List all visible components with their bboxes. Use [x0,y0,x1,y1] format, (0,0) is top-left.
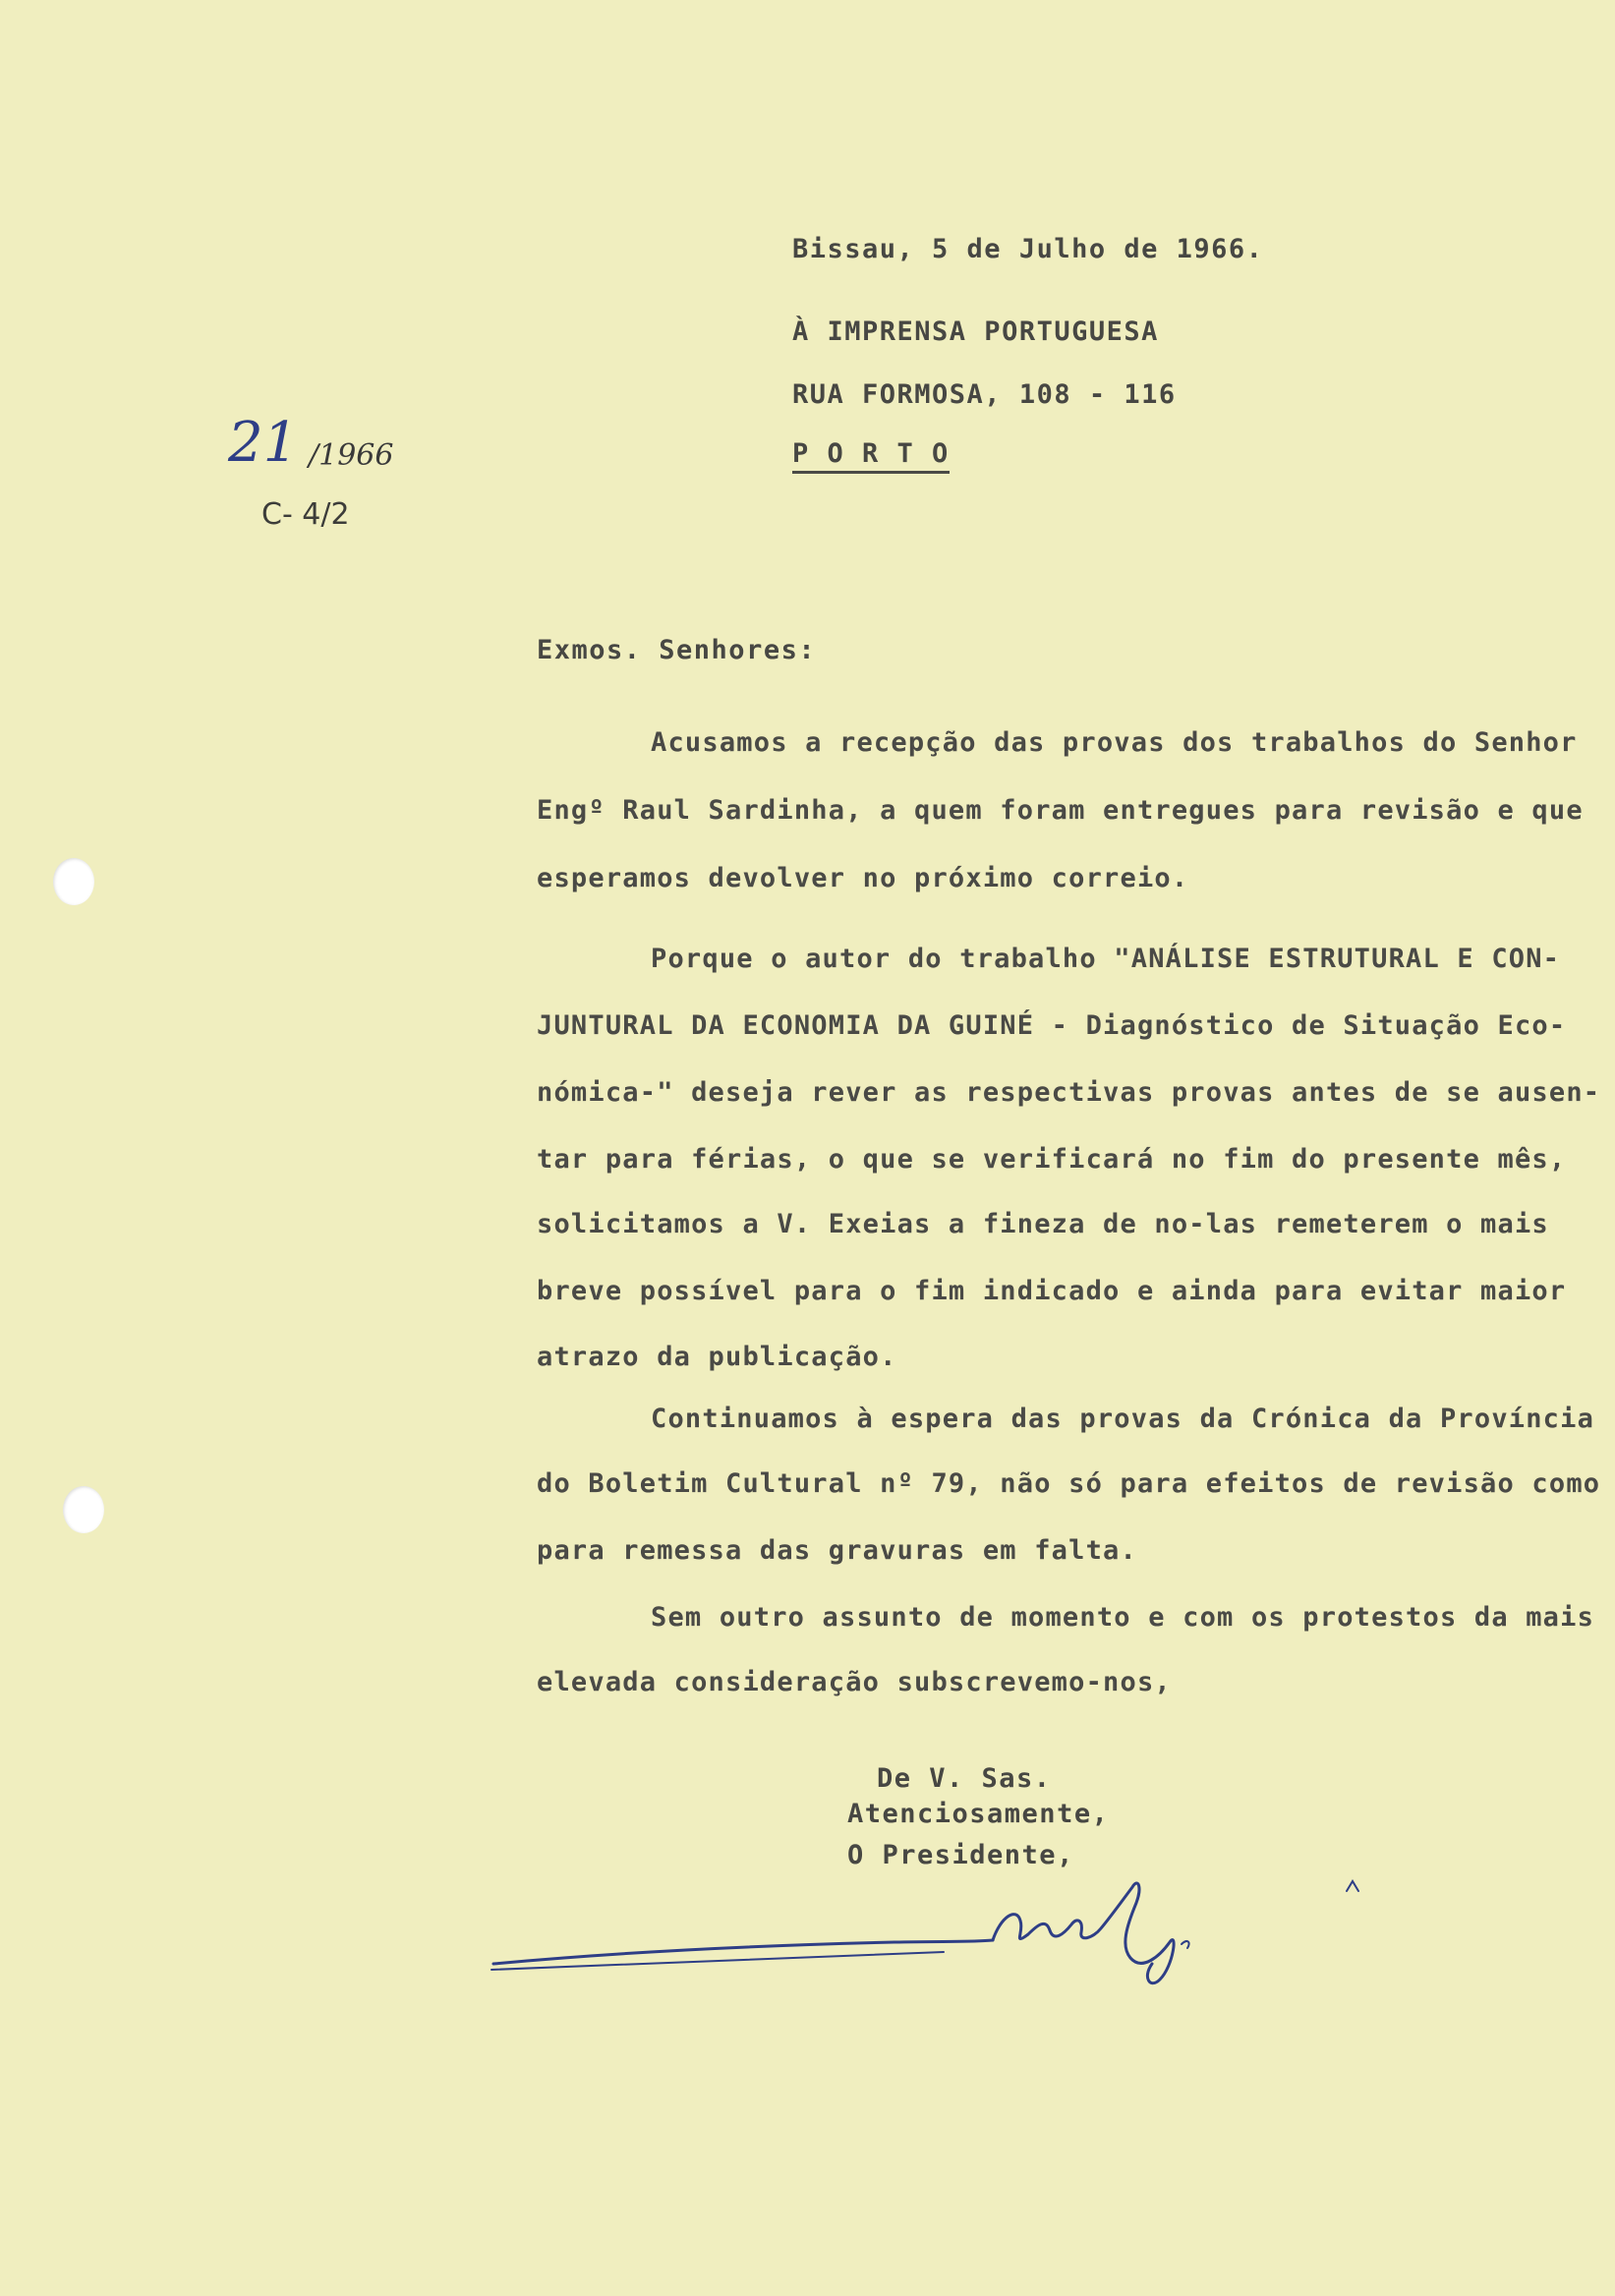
closing-line-2: Atenciosamente, [847,1799,1110,1829]
body-line: Engº Raul Sardinha, a quem foram entregues para revisão e que [537,795,1584,826]
file-number: 21 [228,411,299,475]
body-line: breve possível para o fim indicado e ainda para evitar maior [537,1276,1567,1306]
signature-image [482,1848,1406,2005]
closing-line-1: De V. Sas. [877,1763,1052,1794]
closing-line-3: O Presidente, [847,1840,1074,1870]
body-line: esperamos devolver no próximo correio. [537,863,1189,893]
body-line: Continuamos à espera das provas da Crónica da Província [651,1404,1595,1434]
body-line: Sem outro assunto de momento e com os protestos da mais [651,1602,1595,1633]
body-line: JUNTURAL DA ECONOMIA DA GUINÉ - Diagnóstico de Situação Eco- [537,1010,1567,1041]
body-line: elevada consideração subscrevemo-nos, [537,1667,1172,1697]
recipient-name: À IMPRENSA PORTUGUESA [792,316,1159,347]
file-code: C- 4/2 [261,497,350,532]
salutation: Exmos. Senhores: [537,635,817,665]
body-line: nómica-" deseja rever as respectivas provas antes de se ausen- [537,1077,1601,1108]
punch-hole-top [53,858,94,905]
body-line: para remessa das gravuras em falta. [537,1535,1137,1566]
body-line: Acusamos a recepção das provas dos trabalhos do Senhor [651,727,1578,758]
punch-hole-bottom [63,1486,104,1533]
body-line: atrazo da publicação. [537,1342,897,1372]
recipient-street: RUA FORMOSA, 108 - 116 [792,379,1177,410]
date-line: Bissau, 5 de Julho de 1966. [792,234,1264,264]
recipient-city-text: P O R T O [792,438,950,474]
body-line: do Boletim Cultural nº 79, não só para efeitos de revisão como [537,1468,1601,1499]
body-line: tar para férias, o que se verificará no fim do presente mês, [537,1144,1567,1175]
recipient-city [792,438,950,469]
body-line: Porque o autor do trabalho "ANÁLISE ESTRUTURAL E CON- [651,944,1561,974]
file-year: /1966 [309,438,394,473]
body-line: solicitamos a V. Exeias a fineza de no-las remeterem o mais [537,1209,1549,1239]
